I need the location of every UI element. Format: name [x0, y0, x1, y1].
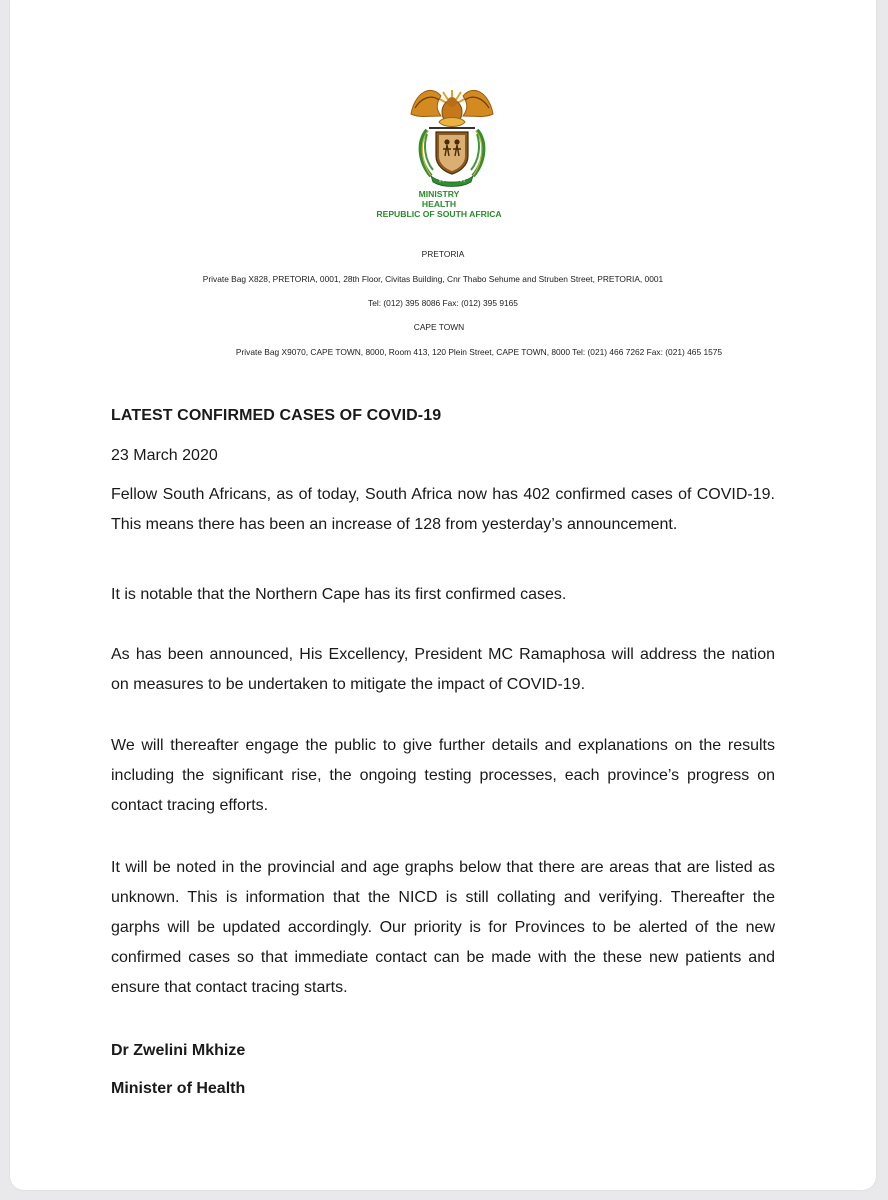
signatory-title: Minister of Health [111, 1080, 246, 1097]
pretoria-title: PRETORIA [421, 249, 465, 259]
ministry-health-line: HEALTH [421, 199, 457, 209]
signatory-name: Dr Zwelini Mkhize [111, 1042, 246, 1059]
document-page [10, 0, 876, 1190]
paragraph-northern-cape: It is notable that the Northern Cape has its first confirmed cases. [111, 586, 567, 603]
ministry-country-line: REPUBLIC OF SOUTH AFRICA [376, 209, 502, 219]
statement-title: LATEST CONFIRMED CASES OF COVID-19 [111, 407, 442, 424]
paragraph-cases: Fellow South Africans, as of today, South Africa now has 402 confirmed cases of COVID-19. This means there has been an increase of 128 from yesterday’s announcement. [111, 486, 775, 533]
ministry-line: MINISTRY [418, 189, 460, 199]
paragraph-president-address: As has been announced, His Excellency, President MC Ramaphosa will address the nation on measures to be undertaken to mitigate the impact of COVID-19. [111, 646, 775, 693]
coat-of-arms-icon [401, 76, 503, 188]
paragraph-unknown-areas: It will be noted in the provincial and age graphs below that there are areas that are listed as unknown. This is information that the NICD is still collating and verifying. Thereafter the garphs will be updated accordingly. Our priority is for Provinces to be alerted of the new confirmed cases so that immediate contact can be made with the these new patients and ensure that contact tracing starts. [111, 859, 775, 996]
paragraph-public-engagement: We will thereafter engage the public to give further details and explanations on the results including the significant rise, the ongoing testing processes, each province’s progress on contact tracing efforts. [111, 737, 775, 814]
pretoria-address: Private Bag X828, PRETORIA, 0001, 28th Floor, Civitas Building, Cnr Thabo Sehume and Struben Street, PRETORIA, 0001 [202, 274, 664, 284]
ministry-name-block [10, 189, 876, 219]
capetown-title: CAPE TOWN [413, 322, 465, 332]
capetown-address: Private Bag X9070, CAPE TOWN, 8000, Room 413, 120 Plein Street, CAPE TOWN, 8000 Tel: (021) 466 7262 Fax: (021) 465 1575 [235, 347, 723, 357]
statement-date: 23 March 2020 [111, 447, 218, 464]
pretoria-contact: Tel: (012) 395 8086 Fax: (012) 395 9165 [368, 298, 518, 308]
